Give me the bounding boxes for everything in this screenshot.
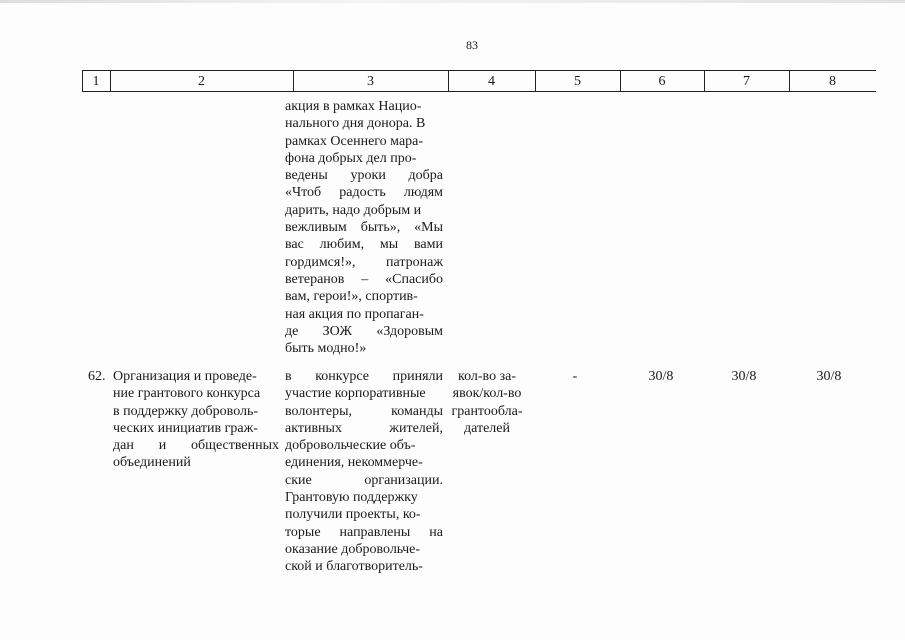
text-line: фона добрых дел про- bbox=[285, 150, 417, 166]
text-line: получили проекты, ко- bbox=[285, 507, 421, 523]
row62-description bbox=[285, 368, 443, 576]
scan-edge bbox=[0, 0, 905, 3]
header-col-4: 4 bbox=[488, 74, 495, 89]
header-col-3: 3 bbox=[367, 74, 374, 89]
text-line: рамках Осеннего мара- bbox=[285, 133, 424, 149]
text-line: вам, герои!», спортив- bbox=[285, 289, 418, 305]
text-line: добровольческие объ- bbox=[285, 438, 416, 454]
text-line: в конкурсе приняли bbox=[285, 369, 443, 384]
header-top-border bbox=[82, 70, 876, 71]
text-line: дателей bbox=[464, 420, 510, 436]
text-line: единения, некоммерче- bbox=[285, 455, 423, 471]
text-line: оказание добровольче- bbox=[285, 541, 421, 557]
text-line: ские организации. bbox=[285, 472, 443, 488]
row62-col6-value: 30/8 bbox=[648, 369, 674, 384]
text-line: дан и общественных bbox=[113, 438, 279, 454]
row62-col7-value: 30/8 bbox=[731, 369, 757, 384]
text-line: активных жителей, bbox=[285, 420, 443, 436]
text-line: торые направлены на bbox=[285, 524, 443, 540]
text-line: де ЗОЖ «Здоровым bbox=[285, 323, 443, 339]
text-line: объединений bbox=[113, 455, 191, 471]
text-line: вежливым быть», «Мы bbox=[285, 220, 443, 236]
text-line: ние грантового конкурса bbox=[113, 386, 261, 402]
text-line: «Чтоб радость людям bbox=[285, 185, 443, 201]
text-line: грантообла- bbox=[451, 403, 523, 419]
text-line: участие корпоративные bbox=[285, 386, 426, 402]
text-line: Грантовую поддержку bbox=[285, 490, 418, 506]
header-col-7: 7 bbox=[743, 74, 750, 89]
text-line: волонтеры, команды bbox=[285, 403, 443, 419]
header-bottom-border bbox=[82, 91, 876, 92]
header-col-5: 5 bbox=[574, 74, 581, 89]
text-line: ветеранов – «Спасибо bbox=[285, 271, 443, 287]
text-line: явок/кол-во bbox=[452, 386, 522, 402]
text-line: Организация и проведе- bbox=[113, 369, 257, 384]
row62-activity bbox=[113, 368, 279, 472]
text-line: акция в рамках Нацио- bbox=[285, 99, 422, 114]
text-line: гордимся!», патронаж bbox=[285, 254, 443, 270]
text-line: дарить, надо добрым и bbox=[285, 202, 422, 218]
row62-col8-value: 30/8 bbox=[816, 369, 842, 384]
header-col-8: 8 bbox=[829, 74, 836, 89]
continued-row-description bbox=[285, 98, 443, 357]
header-col-2: 2 bbox=[198, 74, 205, 89]
text-line: в поддержку доброволь- bbox=[113, 403, 259, 419]
row-number: 62. bbox=[88, 369, 106, 384]
text-line: быть модно!» bbox=[285, 341, 367, 357]
text-line: нального дня донора. В bbox=[285, 116, 426, 132]
header-col-6: 6 bbox=[658, 74, 666, 89]
text-line: кол-во за- bbox=[458, 369, 516, 384]
row62-indicator bbox=[447, 368, 527, 437]
text-line: ная акция по пропаган- bbox=[285, 306, 424, 322]
row62-col5-value: - bbox=[572, 369, 578, 384]
text-line: вас любим, мы вами bbox=[285, 237, 443, 253]
header-col-1: 1 bbox=[92, 74, 100, 89]
text-line: ческих инициатив граж- bbox=[113, 420, 258, 436]
text-line: ской и благотворитель- bbox=[285, 559, 423, 575]
page-number: 83 bbox=[466, 38, 478, 52]
text-line: ведены уроки добра bbox=[285, 168, 443, 184]
